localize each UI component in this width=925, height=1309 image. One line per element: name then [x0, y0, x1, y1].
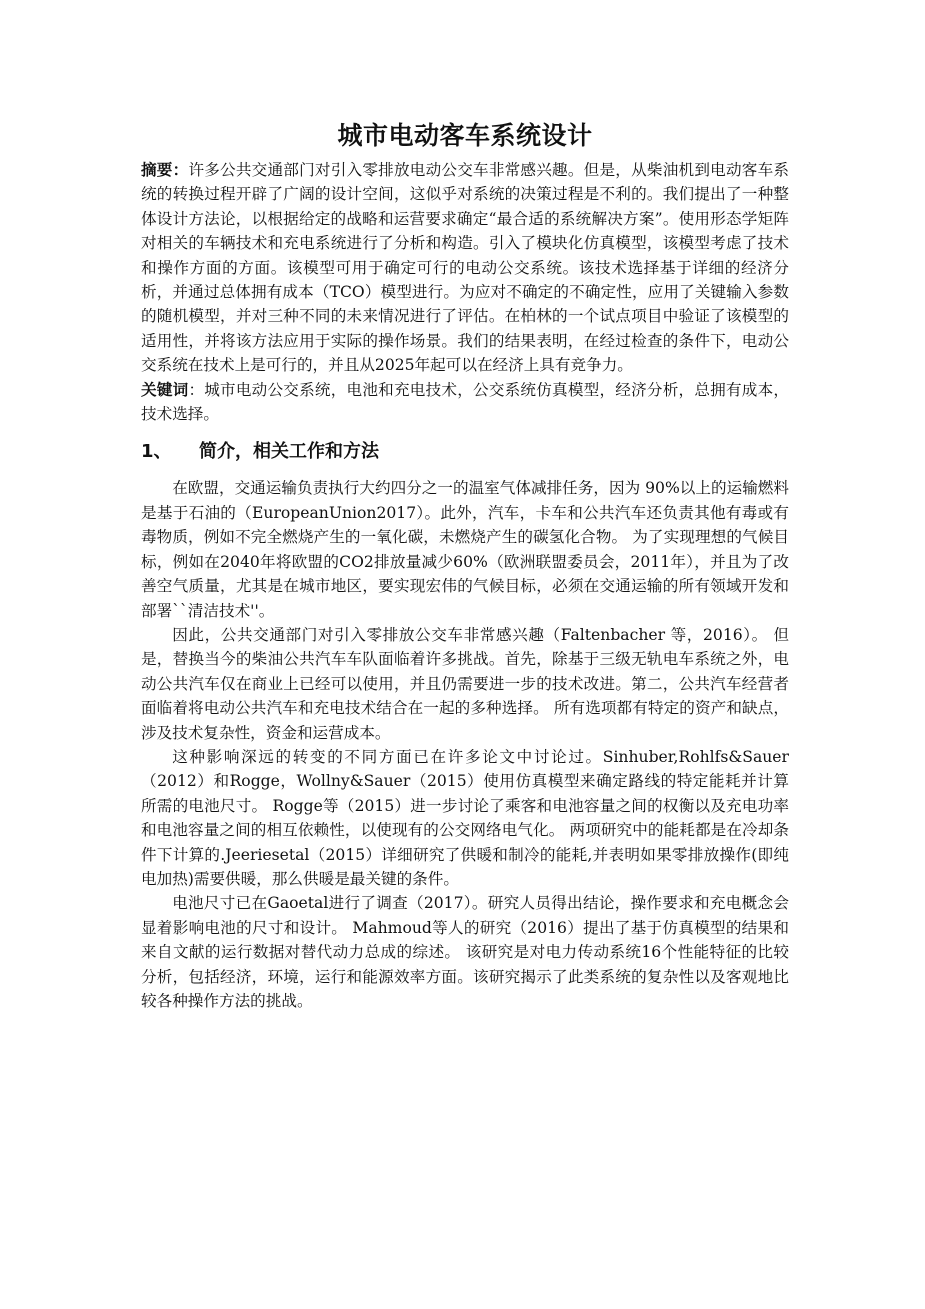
section-title: 简介，相关工作和方法 [199, 441, 379, 463]
body-paragraph: 电池尺寸已在Gaoetal进行了调查（2017）。研究人员得出结论，操作要求和充电概念会显着影响电池的尺寸和设计。 Mahmoud等人的研究（2016）提出了基于仿真模型的结果和来自文献的运行数据对替代动力总成的综述。 该研究是对电力传动系统16个性能特征的比较分析，包括经济，环境，运行和能源效率方面。该研究揭示了此类系统的复杂性以及客观地比较各种操作方法的挑战。 [141, 894, 789, 1010]
section-number: 1、 [141, 441, 172, 463]
body-paragraph: 在欧盟，交通运输负责执行大约四分之一的温室气体减排任务，因为 90%以上的运输燃料是基于石油的（EuropeanUnion2017）。此外，汽车，卡车和公共汽车还负责其他有毒或有毒物质，例如不完全燃烧产生的一氧化碳，未燃烧产生的碳氢化合物。 为了实现理想的气候目标，例如在2040年将欧盟的CO2排放量减少60%（欧洲联盟委员会，2011年），并且为了改善空气质量，尤其是在城市地区，要实现宏伟的气候目标，必须在交通运输的所有领域开发和部署``清洁技术''。 [141, 479, 789, 620]
document-page [141, 118, 789, 1013]
section-heading [141, 438, 789, 466]
body-paragraph: 这种影响深远的转变的不同方面已在许多论文中讨论过。Sinhuber,Rohlfs&Sauer（2012）和Rogge，Wollny&Sauer（2015）使用仿真模型来确定路线的特定能耗并计算所需的电池尺寸。 Rogge等（2015）进一步讨论了乘客和电池容量之间的权衡以及充电功率和电池容量之间的相互依赖性，以使现有的公交网络电气化。 两项研究中的能耗都是在冷却条件下计算的.Jeeriesetal（2015）详细研究了供暖和制冷的能耗,并表明如果零排放操作(即纯电加热)需要供暖，那么供暖是最关键的条件。 [141, 747, 789, 888]
abstract-text: 许多公共交通部门对引入零排放电动公交车非常感兴趣。但是，从柴油机到电动客车系统的转换过程开辟了广阔的设计空间，这似乎对系统的决策过程是不利的。我们提出了一种整体设计方法论，以根据给定的战略和运营要求确定“最合适的系统解决方案”。使用形态学矩阵对相关的车辆技术和充电系统进行了分析和构造。引入了模块化仿真模型，该模型考虑了技术和操作方面的方面。该模型可用于确定可行的电动公交系统。该技术选择基于详细的经济分析，并通过总体拥有成本（TCO）模型进行。为应对不确定的不确定性，应用了关键输入参数的随机模型，并对三种不同的未来情况进行了评估。在柏林的一个试点项目中验证了该模型的适用性，并将该方法应用于实际的操作场景。我们的结果表明，在经过检查的条件下，电动公交系统在技术上是可行的，并且从2025年起可以在经济上具有竞争力。 [141, 161, 789, 375]
abstract [141, 158, 789, 378]
paper-title: 城市电动客车系统设计 [337, 121, 593, 150]
keywords-text: ：城市电动公交系统，电池和充电技术，公交系统仿真模型，经济分析，总拥有成本，技术选择。 [141, 380, 789, 424]
abstract-label: 摘要： [141, 161, 189, 179]
keywords-label: 关键词 [141, 380, 189, 399]
body-paragraph: 因此，公共交通部门对引入零排放公交车非常感兴趣（Faltenbacher 等，2016）。 但是，替换当今的柴油公共汽车车队面临着许多挑战。首先，除基于三级无轨电车系统之外，电动公共汽车仅在商业上已经可以使用，并且仍需要进一步的技术改进。第二，公共汽车经营者面临着将电动公共汽车和充电技术结合在一起的多种选择。 所有选项都有特定的资产和缺点，涉及技术复杂性，资金和运营成本。 [141, 625, 789, 742]
keywords [141, 378, 789, 427]
